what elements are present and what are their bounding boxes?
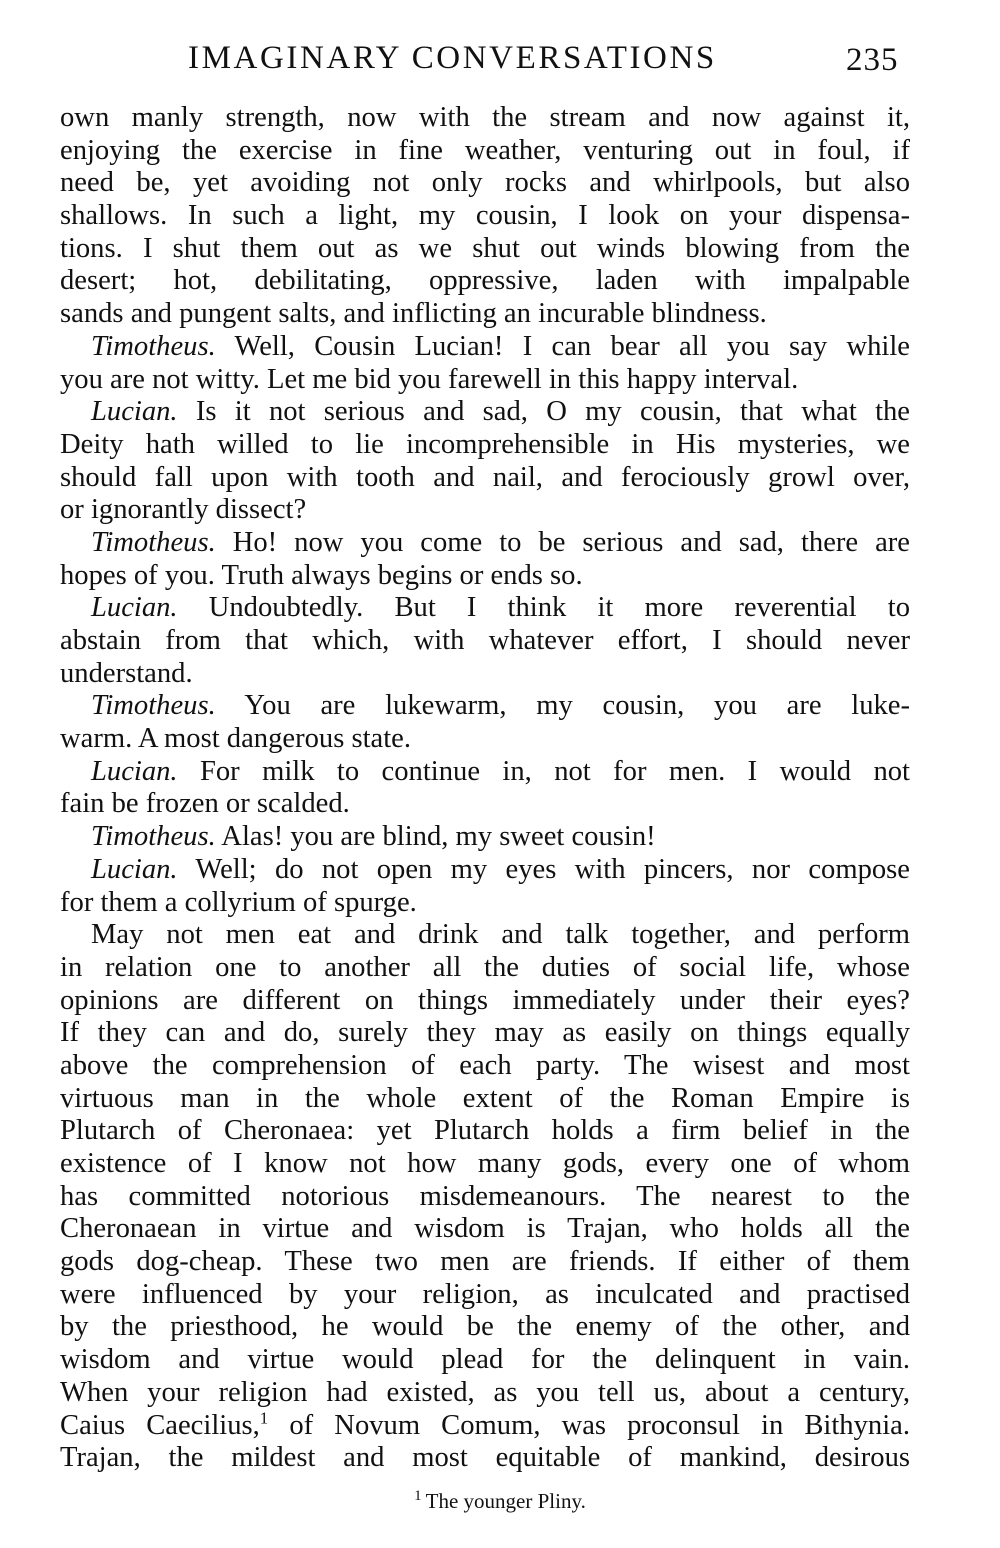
text-line: Deity hath willed to lie incomprehensible in His mysteries, we	[60, 428, 910, 460]
text-line: for them a collyrium of spurge.	[60, 886, 417, 918]
text-line	[60, 1407, 910, 1443]
speaker-name: Timotheus.	[91, 526, 216, 558]
dialogue-line	[60, 690, 910, 723]
footnote-number: 1	[414, 1488, 422, 1504]
speaker-name: Timotheus.	[91, 690, 216, 722]
speaker-name: Lucian.	[91, 592, 178, 624]
text-line: own manly strength, now with the stream and now against it,	[60, 102, 910, 133]
footnote	[0, 1489, 1000, 1514]
speech-text: Well, Cousin Lucian! I can bear all you say while	[215, 330, 910, 362]
text-line: virtuous man in the whole extent of the Roman Empire is	[60, 1082, 910, 1114]
text-line: should fall upon with tooth and nail, and ferociously growl over,	[60, 461, 910, 493]
speech-text: Is it not serious and sad, O my cousin, that what the	[177, 396, 910, 428]
speech-text: Alas! you are blind, my sweet cousin!	[215, 821, 656, 853]
speaker-name: Timotheus.	[91, 330, 216, 362]
speaker-name: Lucian.	[91, 755, 178, 787]
text-line: gods dog-cheap. These two men are friends. If either of them	[60, 1246, 910, 1278]
text-segment: of Novum Comum, was proconsul in Bithynia.	[268, 1409, 910, 1441]
text-line: desert; hot, debilitating, oppressive, laden with impalpable	[60, 265, 910, 297]
text-line: were influenced by your religion, as inculcated and practised	[60, 1278, 910, 1310]
speaker-name: Lucian.	[91, 396, 178, 428]
text-line: Plutarch of Cheronaea: yet Plutarch holds a firm belief in the	[60, 1115, 910, 1147]
speaker-name: Lucian.	[91, 853, 178, 885]
text-line: need be, yet avoiding not only rocks and whirlpools, but also	[60, 167, 910, 199]
text-line: you are not witty. Let me bid you farewell in this happy interval.	[60, 363, 799, 395]
text-line: shallows. In such a light, my cousin, I look on your dispensa-	[60, 200, 910, 232]
dialogue-line	[60, 396, 910, 429]
speaker-name: Timotheus.	[91, 821, 216, 853]
body-text	[60, 102, 910, 1475]
running-title: IMAGINARY CONVERSATIONS	[188, 40, 717, 76]
text-segment: Caius Caecilius,	[60, 1409, 260, 1441]
text-line: May not men eat and drink and talk together, and perform	[91, 919, 910, 951]
text-line: wisdom and virtue would plead for the delinquent in vain.	[60, 1344, 910, 1376]
text-line: tions. I shut them out as we shut out winds blowing from the	[60, 232, 910, 264]
dialogue-line	[60, 592, 910, 625]
dialogue-line	[60, 331, 910, 364]
text-line: in relation one to another all the duties of social life, whose	[60, 951, 910, 983]
text-line: or ignorantly dissect?	[60, 494, 307, 526]
text-line: When your religion had existed, as you tell us, about a century,	[60, 1376, 910, 1408]
text-line: enjoying the exercise in fine weather, venturing out in foul, if	[60, 134, 910, 166]
text-line: has committed notorious misdemeanours. The nearest to the	[60, 1180, 910, 1212]
text-line: existence of I know not how many gods, every one of whom	[60, 1148, 910, 1179]
page-number: 235	[846, 42, 899, 78]
speech-text: Undoubtedly. But I think it more reverential to	[177, 592, 910, 624]
text-line: If they can and do, surely they may as easily on things equally	[60, 1017, 910, 1049]
text-line: Trajan, the mildest and most equitable of mankind, desirous	[60, 1442, 910, 1474]
footnote-text: The younger Pliny.	[425, 1489, 586, 1513]
text-line: sands and pungent salts, and inflicting an incurable blindness.	[60, 298, 767, 330]
text-line: warm. A most dangerous state.	[60, 723, 412, 755]
dialogue-line	[60, 821, 910, 854]
footnote-reference[interactable]: 1	[259, 1407, 269, 1427]
text-line: hopes of you. Truth always begins or ends so.	[60, 559, 583, 591]
text-line: understand.	[60, 657, 193, 689]
text-line: above the comprehension of each party. The wisest and most	[60, 1049, 910, 1081]
text-line: by the priesthood, he would be the enemy of the other, and	[60, 1311, 910, 1343]
dialogue-line	[60, 854, 910, 887]
text-line: Cheronaean in virtue and wisdom is Trajan, who holds all the	[60, 1213, 910, 1245]
speech-text: For milk to continue in, not for men. I would not	[177, 755, 910, 787]
speech-text: Well; do not open my eyes with pincers, nor compose	[177, 853, 910, 885]
text-line: opinions are different on things immediately under their eyes?	[60, 984, 910, 1016]
text-line: fain be frozen or scalded.	[60, 788, 350, 820]
text-line: abstain from that which, with whatever effort, I should never	[60, 625, 910, 656]
speech-text: Ho! now you come to be serious and sad, there are	[215, 526, 910, 558]
dialogue-line	[60, 756, 910, 789]
dialogue-line	[60, 527, 910, 560]
speech-text: You are lukewarm, my cousin, you are luke-	[215, 690, 910, 722]
page-header	[0, 40, 1000, 90]
